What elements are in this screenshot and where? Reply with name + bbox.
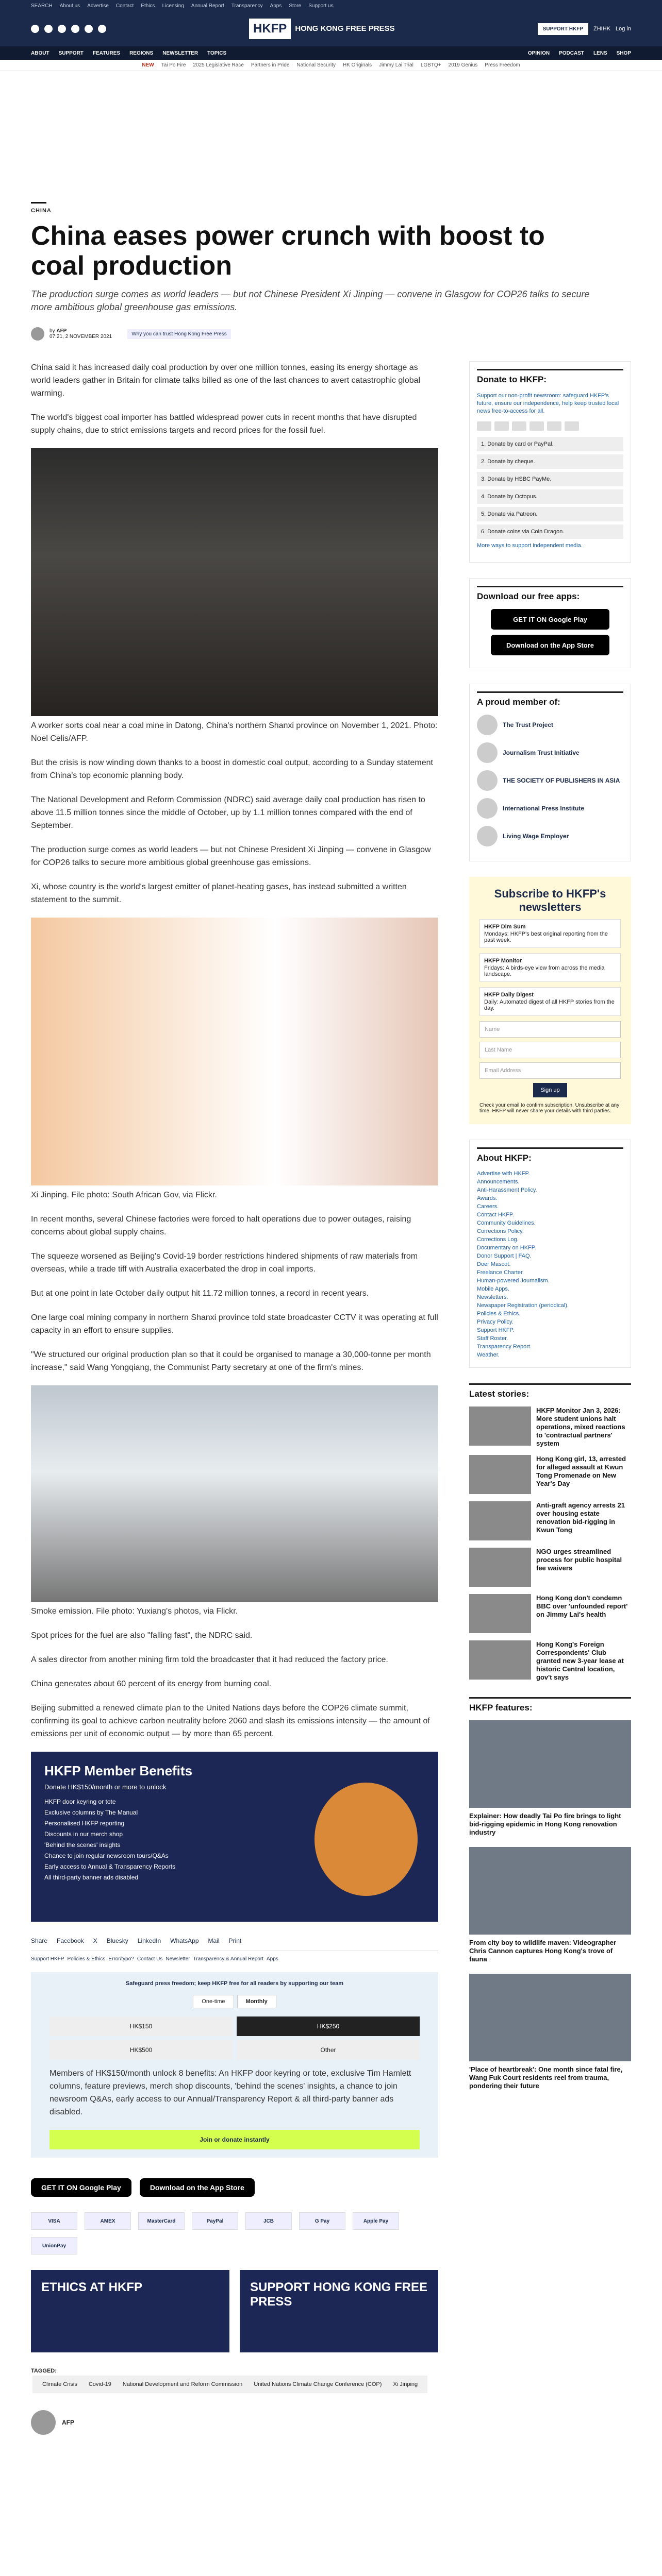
- newsletter-option[interactable]: [479, 953, 621, 982]
- lang-switch[interactable]: ZHIHK: [593, 26, 611, 32]
- subnav-item[interactable]: 2019 Genius: [448, 62, 478, 68]
- tag-link[interactable]: Xi Jinping: [389, 2379, 422, 2389]
- main-nav: [0, 46, 662, 60]
- topbar-link[interactable]: Advertise: [87, 3, 109, 9]
- about-link[interactable]: Human-powered Journalism.: [477, 1278, 550, 1284]
- member-icon: [477, 798, 498, 819]
- members-widget: [469, 684, 631, 861]
- topbar-link[interactable]: About us: [59, 3, 80, 9]
- share-link[interactable]: Mail: [208, 1937, 220, 1944]
- topbar-link[interactable]: SEARCH: [31, 3, 53, 9]
- payment-card: Apple Pay: [353, 2212, 399, 2230]
- footer-link[interactable]: Transparency & Annual Report: [193, 1956, 263, 1962]
- member-name: Journalism Trust Initiative: [503, 749, 580, 756]
- donate-option[interactable]: 4. Donate by Octopus.: [477, 489, 623, 504]
- trust-link[interactable]: Why you can trust Hong Kong Free Press: [127, 329, 231, 339]
- widget-title: Latest stories:: [469, 1383, 631, 1399]
- article-paragraph: China generates about 60 percent of its energy from burning coal.: [31, 1680, 272, 1688]
- about-link[interactable]: Freelance Charter.: [477, 1269, 524, 1276]
- author-avatar[interactable]: [31, 2410, 56, 2435]
- article-paragraph: One large coal mining company in northern Shanxi province told state broadcaster CCTV it was operating at full capacity in an effort to ensure supplies.: [31, 1313, 438, 1335]
- share-link[interactable]: Bluesky: [106, 1937, 128, 1944]
- subnav-item[interactable]: National Security: [296, 62, 336, 68]
- site-header: [0, 11, 662, 46]
- social-icons: [31, 25, 106, 33]
- about-link[interactable]: Documentary on HKFP.: [477, 1245, 536, 1251]
- feature-thumb: [469, 1847, 631, 1935]
- byline-author[interactable]: AFP: [56, 328, 67, 334]
- support-button[interactable]: SUPPORT HKFP: [538, 23, 588, 35]
- byline-date: 07:21, 2 NOVEMBER 2021: [49, 334, 112, 340]
- newsletter-desc: Mondays: HKFP's best original reporting from the past week.: [484, 931, 608, 943]
- topbar-link[interactable]: Transparency: [231, 3, 263, 9]
- member-name: International Press Institute: [503, 805, 585, 812]
- donate-option[interactable]: 3. Donate by HSBC PayMe.: [477, 472, 623, 486]
- widget-title: HKFP features:: [469, 1697, 631, 1713]
- feature-title: From city boy to wildlife maven: Videographer Chris Cannon captures Hong Kong's trove of fauna: [469, 1939, 617, 1963]
- article-paragraph: But the crisis is now winding down thanks to a boost in domestic coal output, according to a Sunday statement from China's top economic planning body.: [31, 758, 433, 780]
- subnav-item[interactable]: 2025 Legislative Race: [193, 62, 244, 68]
- about-link[interactable]: Policies & Ethics.: [477, 1311, 521, 1317]
- google-play-badge[interactable]: GET IT ON Google Play: [491, 609, 609, 630]
- feature-thumb: [469, 1720, 631, 1808]
- donate-note: Members of HK$150/month unlock 8 benefits: An HKFP door keyring or tote, exclusive Tim Hamlett columns, feature previews, merch shop discounts, 'behind the scenes' insights, a chance to join newsroom Q&As, early access to our Annual/Transparency Report & all third-party banner ads disabled.: [49, 2069, 411, 2116]
- about-link[interactable]: Support HKFP.: [477, 1327, 515, 1333]
- nav-item[interactable]: SUPPORT: [58, 50, 84, 56]
- about-link[interactable]: Contact HKFP.: [477, 1212, 514, 1218]
- widget-title: A proud member of:: [477, 691, 623, 707]
- sub-nav: [0, 60, 662, 71]
- topbar-link[interactable]: Ethics: [141, 3, 155, 9]
- story-title: HKFP Monitor Jan 3, 2026: More student unions halt operations, mixed reactions to 'contractual partners' system: [536, 1406, 625, 1447]
- article-paragraph: In recent months, several Chinese factories were forced to halt operations due to power outages, raising concerns about global supply chains.: [31, 1215, 411, 1236]
- sidebar: [469, 361, 631, 2435]
- widget-title: Download our free apps:: [477, 586, 623, 602]
- member-icon: [477, 770, 498, 791]
- pay-icons: [477, 421, 623, 431]
- about-widget: [469, 1140, 631, 1368]
- newsletter-widget: [469, 877, 631, 1124]
- member-icon: [477, 742, 498, 763]
- about-link[interactable]: Careers.: [477, 1204, 499, 1210]
- newsletter-title: Subscribe to HKFP's newsletters: [494, 887, 606, 913]
- amount-option[interactable]: HK$500: [49, 2040, 233, 2060]
- nav-item[interactable]: ABOUT: [31, 50, 49, 56]
- latest-story[interactable]: [469, 1501, 631, 1540]
- payment-card: PayPal: [192, 2212, 238, 2230]
- new-label: NEW: [142, 62, 154, 68]
- subnav-item[interactable]: Tai Po Fire: [161, 62, 186, 68]
- benefit-item: Exclusive columns by The Manual: [44, 1809, 138, 1816]
- latest-story[interactable]: [469, 1455, 631, 1494]
- benefit-item: HKFP door keyring or tote: [44, 1798, 116, 1805]
- about-link[interactable]: Anti-Harassment Policy.: [477, 1187, 537, 1193]
- payment-card: JCB: [245, 2212, 292, 2230]
- author-avatar[interactable]: [31, 327, 44, 341]
- feature-story[interactable]: [469, 1974, 631, 2090]
- story-title: Hong Kong don't condemn BBC over 'unfounded report' on Jimmy Lai's health: [536, 1594, 628, 1618]
- payment-card: UnionPay: [31, 2237, 77, 2255]
- photo-caption: Smoke emission. File photo: Yuxiang's photos, via Flickr.: [31, 1607, 238, 1616]
- feature-thumb: [469, 1974, 631, 2061]
- about-link[interactable]: Community Guidelines.: [477, 1220, 536, 1226]
- benefit-item: Early access to Annual & Transparency Reports: [44, 1863, 176, 1870]
- share-bar: [31, 1937, 438, 1951]
- join-button[interactable]: Join or donate instantly: [49, 2130, 420, 2149]
- newsletter-note: Check your email to confirm subscription. Unsubscribe at any time. HKFP will never share your details with third parties.: [479, 1103, 620, 1114]
- article-paragraph: China said it has increased daily coal production by over one million tonnes, easing its energy shortage as world leaders gather in Britain for climate talks billed as one of the last chances to avert catastrophic global warming.: [31, 363, 421, 398]
- nav-item[interactable]: REGIONS: [129, 50, 154, 56]
- benefit-item: Personalised HKFP reporting: [44, 1820, 125, 1827]
- about-link[interactable]: Donor Support | FAQ.: [477, 1253, 532, 1259]
- donate-title: Safeguard press freedom; keep HKFP free for all readers by supporting our team: [125, 1980, 344, 1987]
- byline-by: by: [49, 328, 55, 334]
- tab-monthly[interactable]: Monthly: [237, 1995, 276, 2008]
- payment-methods: [31, 2212, 438, 2255]
- payment-card: AMEX: [85, 2212, 131, 2230]
- share-link[interactable]: Facebook: [57, 1937, 84, 1944]
- story-title: Hong Kong girl, 13, arrested for alleged assault at Kwun Tong Promenade on New Year's Day: [536, 1455, 626, 1487]
- member-logo[interactable]: [477, 715, 623, 735]
- about-link[interactable]: Announcements.: [477, 1179, 520, 1185]
- footer-link[interactable]: Support HKFP: [31, 1956, 64, 1962]
- article-paragraph: The world's biggest coal importer has battled widespread power cuts in recent months that have disrupted supply chains, due to strict emissions targets and record prices for the fossil fuel.: [31, 413, 417, 435]
- facebook-icon[interactable]: [31, 25, 39, 33]
- newsletter-desc: Daily: Automated digest of all HKFP stories from the day.: [484, 999, 615, 1011]
- topbar-link[interactable]: Licensing: [162, 3, 184, 9]
- feature-title: Explainer: How deadly Tai Po fire brings to light bid-rigging epidemic in Hong Kong renovation industry: [469, 1812, 621, 1836]
- newsletter-name: HKFP Monitor: [484, 958, 522, 964]
- amount-option[interactable]: HK$250: [237, 2016, 420, 2036]
- tags: [31, 2368, 438, 2395]
- app-store-badge[interactable]: Download on the App Store: [140, 2178, 255, 2197]
- login-link[interactable]: Log in: [616, 26, 631, 32]
- article-title: China eases power crunch with boost to coal production: [31, 221, 545, 281]
- site-logo[interactable]: [249, 19, 395, 39]
- signup-button[interactable]: Sign up: [533, 1083, 567, 1097]
- article-paragraph: The squeeze worsened as Beijing's Covid-19 border restrictions hindered shipments of raw materials from overseas, while a trade tiff with Australia exacerbated the drop in coal imports.: [31, 1252, 418, 1274]
- telegram-icon[interactable]: [98, 25, 106, 33]
- topbar-link[interactable]: Apps: [270, 3, 282, 9]
- about-link[interactable]: Weather.: [477, 1352, 500, 1358]
- instagram-icon[interactable]: [58, 25, 66, 33]
- story-thumb: [469, 1406, 531, 1446]
- footer-link[interactable]: Apps: [266, 1956, 278, 1962]
- photo-caption: Xi Jinping. File photo: South African Gov, via Flickr.: [31, 1191, 217, 1199]
- category-text: CHINA: [31, 208, 52, 214]
- newsletter-name: HKFP Dim Sum: [484, 924, 526, 930]
- topbar-link[interactable]: Annual Report: [191, 3, 224, 9]
- article-standfirst: The production surge comes as world leaders — but not Chinese President Xi Jinping — convene in Glasgow for COP26 talks to secure more ambitious global greenhouse gas emissions.: [31, 289, 590, 312]
- member-logo[interactable]: [477, 826, 623, 846]
- feature-story[interactable]: [469, 1847, 631, 1963]
- about-link[interactable]: Newspaper Registration (periodical).: [477, 1302, 569, 1309]
- newsletter-field[interactable]: Last Name: [479, 1042, 621, 1058]
- amount-option[interactable]: Other: [237, 2040, 420, 2060]
- article-paragraph: Xi, whose country is the world's largest emitter of planet-heating gases, has instead submitted a written statement to the summit.: [31, 883, 407, 904]
- latest-story[interactable]: [469, 1640, 631, 1682]
- story-thumb: [469, 1548, 531, 1587]
- story-thumb: [469, 1501, 531, 1540]
- byline: [31, 327, 631, 341]
- donate-option[interactable]: 1. Donate by card or PayPal.: [477, 437, 623, 451]
- article-paragraph: The National Development and Reform Commission (NDRC) said average daily coal production has risen to above 11.5 million tonnes since the middle of October, up by 1.1 million tonnes compared with the end of September.: [31, 795, 425, 830]
- subnav-item[interactable]: LGBTQ+: [420, 62, 441, 68]
- nav-item[interactable]: NEWSLETTER: [162, 50, 198, 56]
- nav-item[interactable]: OPINION: [527, 50, 550, 56]
- tab-one-time[interactable]: One-time: [193, 1995, 234, 2008]
- widget-title: Donate to HKFP:: [477, 369, 623, 385]
- member-icon: [477, 715, 498, 735]
- benefit-item: 'Behind the scenes' insights: [44, 1841, 121, 1849]
- article-paragraph: "We structured our original production plan so that it could be organised to manage a 30,000-tonne per month increase," said Wang Yongqiang, the Communist Party secretary at one of the firm's mines.: [31, 1350, 431, 1372]
- member-name: THE SOCIETY OF PUBLISHERS IN ASIA: [503, 777, 620, 784]
- article-paragraph: A sales director from another mining firm told the broadcaster that it had reduced the factory price.: [31, 1655, 388, 1664]
- apps-widget: [469, 578, 631, 668]
- footer-links: [31, 1956, 438, 1962]
- youtube-icon[interactable]: [71, 25, 79, 33]
- about-link[interactable]: Corrections Policy.: [477, 1228, 524, 1234]
- benefits-title: HKFP Member Benefits: [44, 1763, 193, 1778]
- share-link[interactable]: Print: [228, 1937, 242, 1944]
- newsletter-name: HKFP Daily Digest: [484, 992, 534, 998]
- story-title: NGO urges streamlined process for public hospital fee waivers: [536, 1548, 622, 1572]
- nav-item[interactable]: FEATURES: [92, 50, 121, 56]
- logo-name: HONG KONG FREE PRESS: [295, 24, 395, 33]
- nav-item[interactable]: SHOP: [616, 50, 631, 56]
- latest-story[interactable]: [469, 1594, 631, 1633]
- newsletter-field[interactable]: Name: [479, 1021, 621, 1038]
- widget-title: About HKFP:: [477, 1147, 623, 1163]
- member-name: Living Wage Employer: [503, 833, 569, 840]
- about-link[interactable]: Advertise with HKFP.: [477, 1171, 530, 1177]
- latest-story[interactable]: [469, 1548, 631, 1587]
- story-thumb: [469, 1455, 531, 1494]
- story-title: Anti-graft agency arrests 21 over housing estate renovation bid-rigging in Kwun Tong: [536, 1501, 625, 1534]
- story-thumb: [469, 1640, 531, 1680]
- benefits-sub: Donate HK$150/month or more to unlock: [44, 1783, 167, 1791]
- share-link[interactable]: Share: [31, 1937, 48, 1944]
- subnav-item[interactable]: Jimmy Lai Trial: [379, 62, 413, 68]
- footer-link[interactable]: Newsletter: [166, 1956, 190, 1962]
- about-link[interactable]: Doer Mascot.: [477, 1261, 511, 1267]
- smoke-emission-photo: [31, 1385, 438, 1602]
- category-rule: [31, 202, 46, 204]
- features-widget: [469, 1697, 631, 2090]
- donate-option[interactable]: 2. Donate by cheque.: [477, 454, 623, 469]
- feature-story[interactable]: [469, 1720, 631, 1837]
- article-paragraph: Spot prices for the fuel are also "falling fast", the NDRC said.: [31, 1631, 253, 1640]
- tag-link[interactable]: Covid-19: [85, 2379, 115, 2389]
- x-icon[interactable]: [44, 25, 53, 33]
- member-benefits-banner[interactable]: [31, 1752, 438, 1922]
- subnav-item[interactable]: Partners in Pride: [251, 62, 290, 68]
- payment-card: G Pay: [299, 2212, 345, 2230]
- share-link[interactable]: WhatsApp: [170, 1937, 199, 1944]
- subnav-item[interactable]: HK Originals: [342, 62, 372, 68]
- photo-caption: A worker sorts coal near a coal mine in Datong, China's northern Shanxi province on November 1, 2021. Photo: Noel Celis/AFP.: [31, 721, 438, 743]
- story-title: Hong Kong's Foreign Correspondents' Club granted new 3-year lease at historic Central location, gov't says: [536, 1640, 624, 1681]
- footer-link[interactable]: Policies & Ethics: [67, 1956, 106, 1962]
- subnav-item[interactable]: Press Freedom: [485, 62, 520, 68]
- support-promo[interactable]: SUPPORT HONG KONG FREE PRESS: [240, 2270, 438, 2352]
- member-icon: [477, 826, 498, 846]
- article-paragraph: The production surge comes as world leaders — but not Chinese President Xi Jinping — convene in Glasgow for COP26 talks to secure more ambitious global greenhouse gas emissions.: [31, 845, 431, 867]
- tags-label: TAGGED:: [31, 2368, 57, 2374]
- topbar-link[interactable]: Store: [289, 3, 302, 9]
- amount-option[interactable]: HK$150: [49, 2016, 233, 2036]
- about-link[interactable]: Newsletters.: [477, 1294, 508, 1300]
- latest-widget: [469, 1383, 631, 1682]
- share-link[interactable]: LinkedIn: [137, 1937, 161, 1944]
- ethics-promo[interactable]: ETHICS AT HKFP: [31, 2270, 229, 2352]
- category-label[interactable]: [31, 202, 631, 214]
- nav-item[interactable]: TOPICS: [207, 50, 227, 56]
- utility-bar: [0, 0, 662, 11]
- donate-text[interactable]: Support our non-profit newsroom: safeguard HKFP's future, ensure our independence, help keep trusted local news free-to-access for all.: [477, 393, 619, 414]
- tag-link[interactable]: Climate Crisis: [38, 2379, 81, 2389]
- newsletter-option[interactable]: [479, 919, 621, 948]
- payment-card: VISA: [31, 2212, 77, 2230]
- threads-icon[interactable]: [85, 25, 93, 33]
- topbar-link[interactable]: Contact: [115, 3, 134, 9]
- about-link[interactable]: Privacy Policy.: [477, 1319, 514, 1325]
- tag-link[interactable]: United Nations Climate Change Conference (COP): [250, 2379, 386, 2389]
- donate-box: [31, 1972, 438, 2158]
- about-link[interactable]: Staff Roster.: [477, 1335, 508, 1342]
- mascot-image: [315, 1783, 418, 1896]
- author-box: [31, 2410, 438, 2435]
- share-link[interactable]: X: [93, 1937, 97, 1944]
- member-name: The Trust Project: [503, 721, 554, 728]
- coal-worker-photo: [31, 448, 438, 716]
- donate-widget: [469, 361, 631, 563]
- footer-link[interactable]: Contact Us: [137, 1956, 163, 1962]
- about-link[interactable]: Corrections Log.: [477, 1236, 519, 1243]
- nav-item[interactable]: PODCAST: [559, 50, 584, 56]
- payment-card: MasterCard: [138, 2212, 185, 2230]
- newsletter-field[interactable]: Email Address: [479, 1062, 621, 1079]
- donate-option[interactable]: 5. Donate via Patreon.: [477, 507, 623, 521]
- author-name[interactable]: AFP: [62, 2419, 74, 2426]
- benefit-item: Discounts in our merch shop: [44, 1831, 123, 1838]
- nav-item[interactable]: LENS: [593, 50, 607, 56]
- benefit-item: All third-party banner ads disabled: [44, 1874, 139, 1881]
- about-link[interactable]: Transparency Report.: [477, 1344, 532, 1350]
- newsletter-desc: Fridays: A birds-eye view from across the media landscape.: [484, 965, 605, 977]
- about-link[interactable]: Awards.: [477, 1195, 498, 1201]
- donate-option[interactable]: 6. Donate coins via Coin Dragon.: [477, 524, 623, 539]
- logo-mark: HKFP: [249, 19, 291, 39]
- member-logo[interactable]: [477, 742, 623, 763]
- about-link[interactable]: Mobile Apps.: [477, 1286, 509, 1292]
- story-thumb: [469, 1594, 531, 1633]
- article-paragraph: But at one point in late October daily output hit 11.72 million tonnes, a record in recent years.: [31, 1289, 369, 1298]
- google-play-badge[interactable]: GET IT ON Google Play: [31, 2178, 131, 2197]
- topbar-link[interactable]: Support us: [308, 3, 334, 9]
- newsletter-option[interactable]: [479, 987, 621, 1016]
- feature-title: 'Place of heartbreak': One month since fatal fire, Wang Fuk Court residents reel from trauma, pondering their future: [469, 2065, 623, 2090]
- member-logo[interactable]: [477, 798, 623, 819]
- donate-more-link[interactable]: More ways to support independent media.: [477, 543, 583, 549]
- xi-jinping-photo: [31, 918, 438, 1185]
- benefit-item: Chance to join regular newsroom tours/Q&As: [44, 1852, 169, 1859]
- article-paragraph: Beijing submitted a renewed climate plan to the United Nations days before the COP26 climate summit, confirming its goal to achieve carbon neutrality before 2060 and slash its emissions intensity — the amount of emissions per unit of economic output — by more than 65 percent.: [31, 1704, 430, 1738]
- footer-link[interactable]: Error/typo?: [108, 1956, 134, 1962]
- app-store-badge[interactable]: Download on the App Store: [491, 635, 609, 655]
- latest-story[interactable]: [469, 1406, 631, 1448]
- tag-link[interactable]: National Development and Reform Commission: [119, 2379, 246, 2389]
- article-body: [31, 361, 438, 2435]
- member-logo[interactable]: [477, 770, 623, 791]
